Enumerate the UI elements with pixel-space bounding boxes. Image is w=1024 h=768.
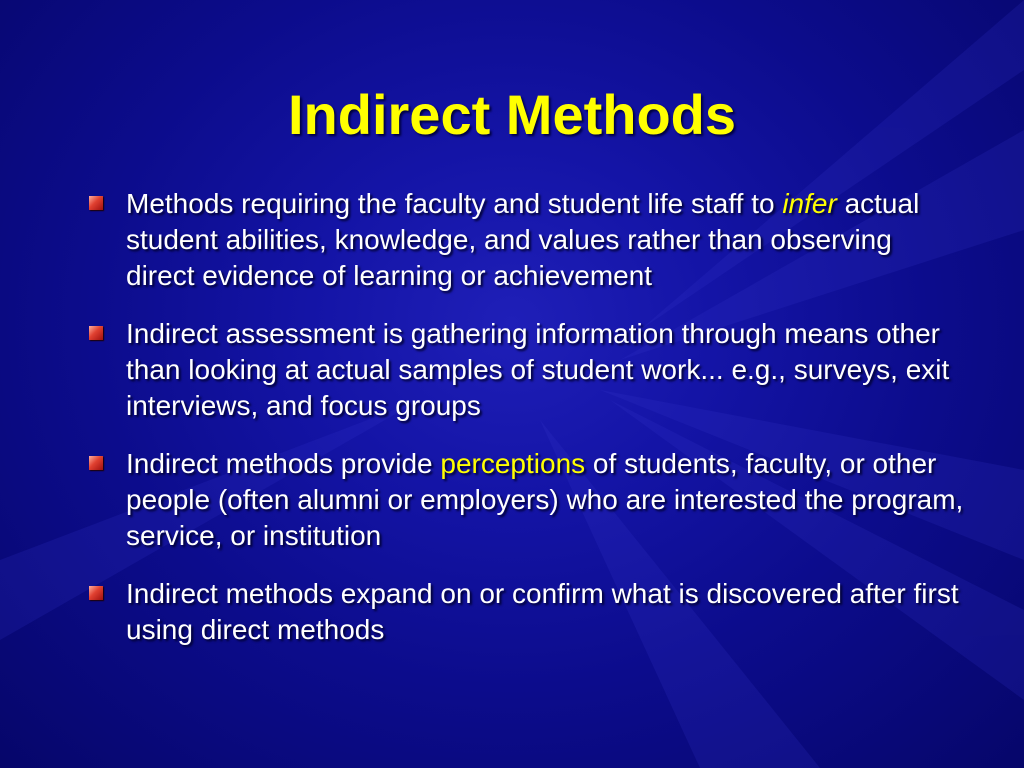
bullet-marker-icon xyxy=(89,456,103,470)
bullet-text: Indirect methods provide perceptions of students, faculty, or other people (often alumni or employers) who are interested the program, service, or institution xyxy=(126,448,964,551)
bullet-list xyxy=(84,186,964,670)
bullet-item xyxy=(84,186,964,294)
bullet-item xyxy=(84,316,964,424)
bullet-text: Indirect assessment is gathering information through means other than looking at actual samples of student work... e.g., surveys, exit interviews, and focus groups xyxy=(126,318,950,421)
emphasis-infer: infer xyxy=(782,188,837,219)
bullet-text: Methods requiring the faculty and student life staff to infer actual student abilities, knowledge, and values rather than observing direct evidence of learning or achievement xyxy=(126,188,920,291)
bullet-marker-icon xyxy=(89,196,103,210)
emphasis-perceptions: perceptions xyxy=(440,448,586,479)
bullet-marker-icon xyxy=(89,586,103,600)
bullet-item xyxy=(84,446,964,554)
bullet-item xyxy=(84,576,964,648)
slide-title: Indirect Methods xyxy=(287,83,737,146)
bullet-text: Indirect methods expand on or confirm what is discovered after first using direct methods xyxy=(126,578,959,645)
bullet-marker-icon xyxy=(89,326,103,340)
